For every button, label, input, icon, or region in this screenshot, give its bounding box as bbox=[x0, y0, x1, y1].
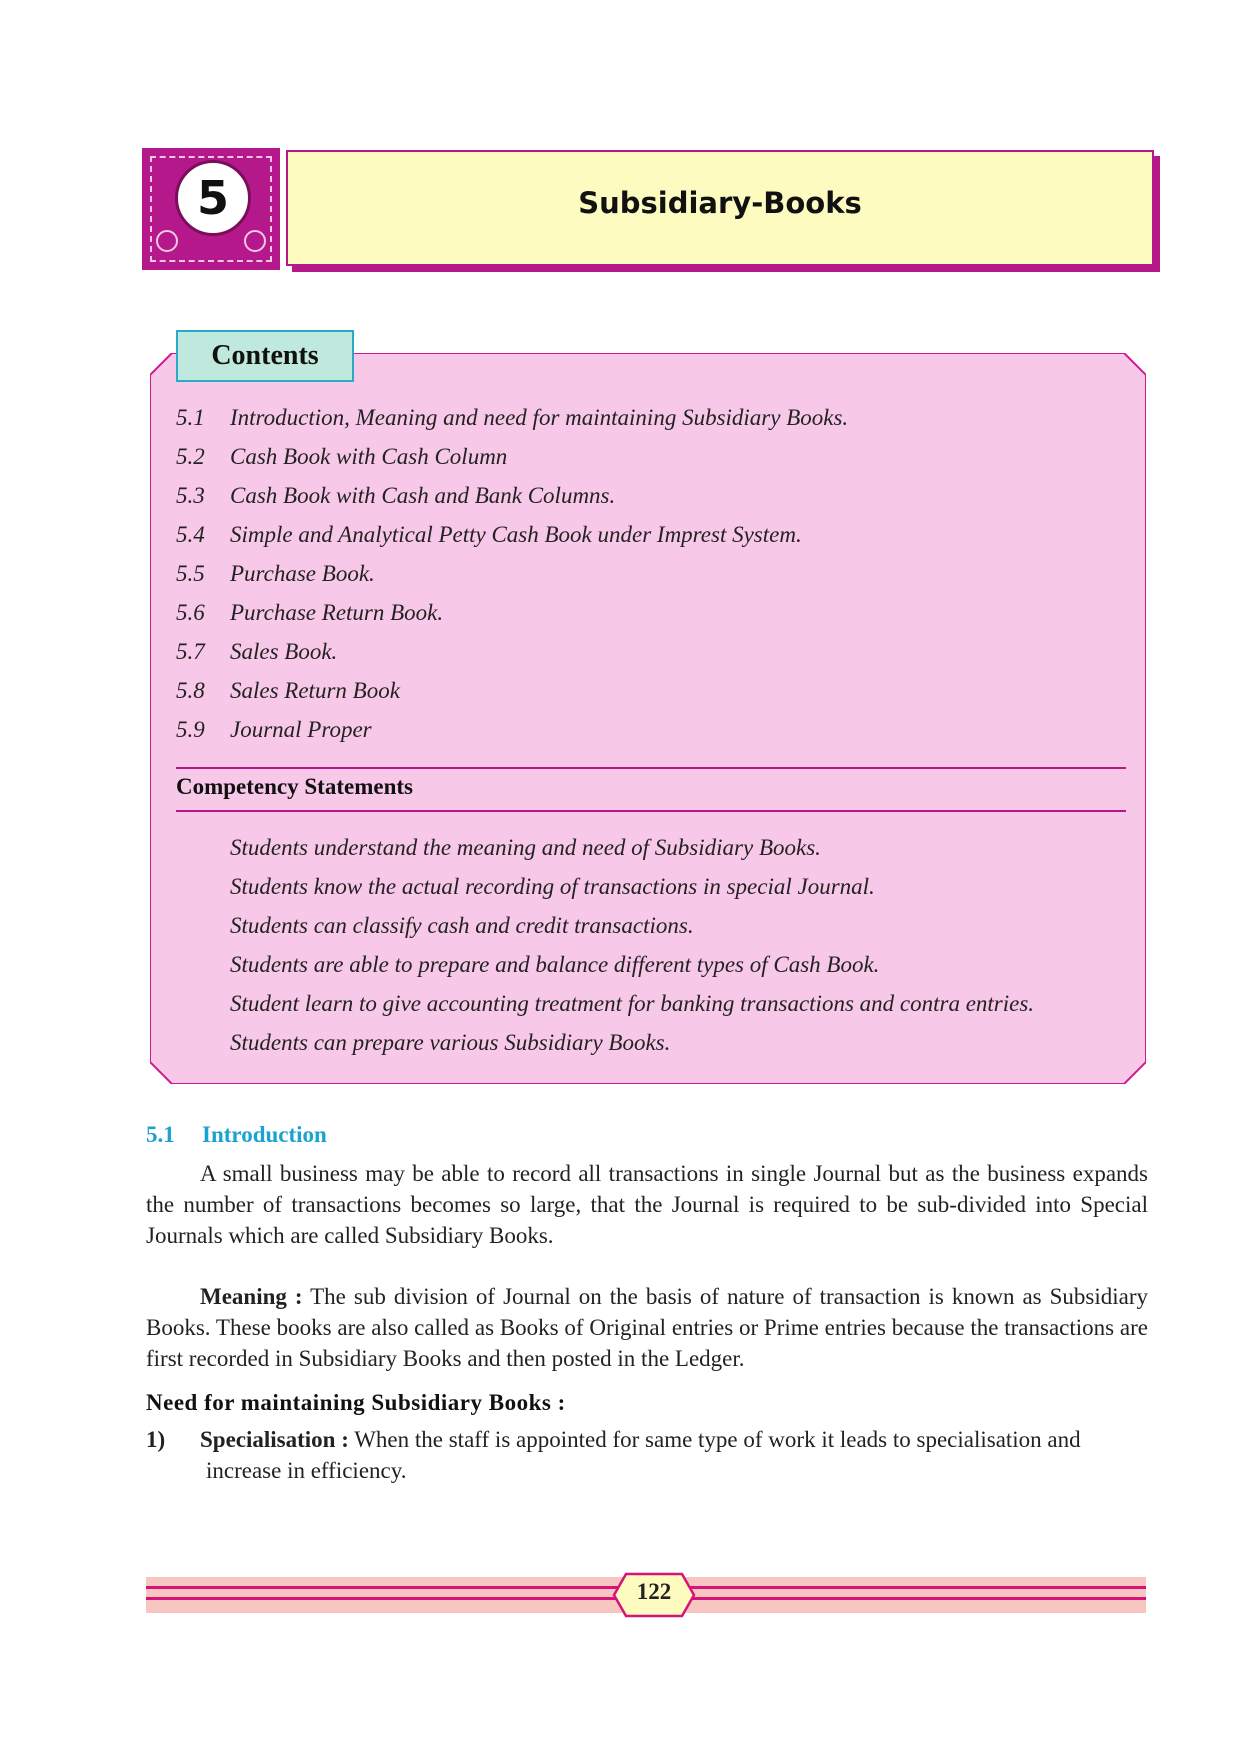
competency-item: Students know the actual recording of transactions in special Journal. bbox=[230, 874, 875, 899]
competency-item: Students can prepare various Subsidiary Books. bbox=[230, 1030, 671, 1055]
need-item-text: When the staff is appointed for same type of work it leads to specialisation and bbox=[348, 1427, 1081, 1452]
meaning-text: The sub division of Journal on the basis of nature of transaction is known as Subsidiary Books. These books are also called as Books of Original entries or Prime entries because the transactions are first recorded in Subsidiary Books and then posted in the Ledger. bbox=[146, 1284, 1148, 1371]
need-heading: Need for maintaining Subsidiary Books : bbox=[146, 1390, 566, 1415]
competency-item: Students are able to prepare and balance different types of Cash Book. bbox=[230, 952, 880, 977]
intro-text: A small business may be able to record all transactions in single Journal but as the business expands the number of transactions becomes so large, that the Journal is required to be sub-divided into Special Journals which are called Subsidiary Books. bbox=[146, 1161, 1148, 1248]
section-heading bbox=[146, 1122, 327, 1148]
contents-list bbox=[176, 400, 1116, 751]
competency-item: Student learn to give accounting treatment for banking transactions and contra entries. bbox=[230, 991, 1035, 1016]
meaning-paragraph bbox=[146, 1281, 1148, 1374]
chapter-number-badge bbox=[142, 148, 280, 270]
page-number: 122 bbox=[636, 1579, 672, 1604]
contents-heading: Contents bbox=[176, 330, 354, 382]
contents-item: 5.2 Cash Book with Cash Column bbox=[176, 444, 508, 469]
contents-item: 5.5 Purchase Book. bbox=[176, 561, 375, 586]
contents-item: 5.7 Sales Book. bbox=[176, 639, 338, 664]
contents-item: 5.9 Journal Proper bbox=[176, 717, 372, 742]
competency-list bbox=[230, 830, 1130, 1064]
contents-item: 5.4 Simple and Analytical Petty Cash Book under Imprest System. bbox=[176, 522, 802, 547]
need-item-continuation: increase in efficiency. bbox=[206, 1458, 407, 1483]
need-item-number: 1) bbox=[146, 1427, 166, 1452]
chapter-title: Subsidiary-Books bbox=[578, 186, 862, 220]
divider bbox=[176, 767, 1126, 769]
contents-item: 5.1 Introduction, Meaning and need for maintaining Subsidiary Books. bbox=[176, 405, 849, 430]
competency-item: Students can classify cash and credit transactions. bbox=[230, 913, 694, 938]
chapter-number: 5 bbox=[196, 171, 229, 225]
ornament-icon bbox=[244, 230, 266, 252]
chapter-title-box bbox=[286, 150, 1154, 266]
divider bbox=[176, 810, 1126, 812]
need-item bbox=[146, 1424, 1148, 1486]
ornament-icon bbox=[156, 230, 178, 252]
meaning-label: Meaning : bbox=[200, 1284, 303, 1309]
competency-heading: Competency Statements bbox=[176, 774, 413, 799]
contents-item: 5.6 Purchase Return Book. bbox=[176, 600, 444, 625]
section-number: 5.1 bbox=[146, 1122, 175, 1147]
contents-item: 5.8 Sales Return Book bbox=[176, 678, 400, 703]
section-title: Introduction bbox=[202, 1122, 327, 1147]
need-item-label: Specialisation : bbox=[200, 1427, 349, 1452]
contents-item: 5.3 Cash Book with Cash and Bank Columns. bbox=[176, 483, 616, 508]
competency-item: Students understand the meaning and need of Subsidiary Books. bbox=[230, 835, 821, 860]
chapter-number-circle bbox=[175, 160, 251, 236]
intro-paragraph bbox=[146, 1158, 1148, 1251]
